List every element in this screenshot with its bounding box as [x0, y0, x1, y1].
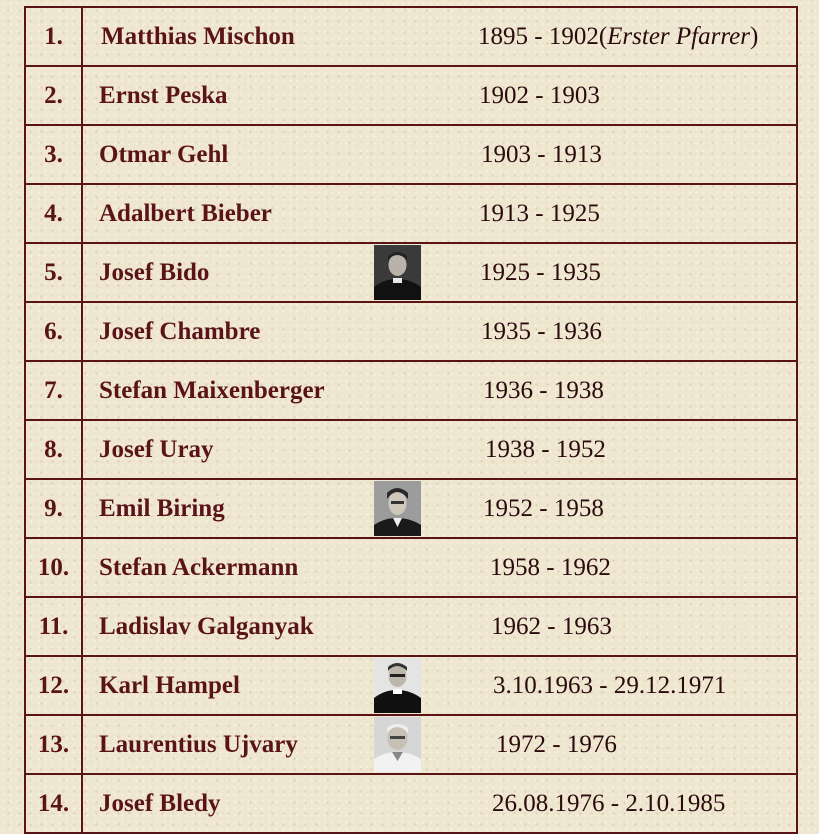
row-number: 4.: [26, 185, 83, 242]
row-number: 13.: [26, 716, 83, 773]
table-row: [24, 67, 798, 126]
row-number: 2.: [26, 67, 83, 124]
priest-name: Adalbert Bieber: [99, 199, 272, 227]
table-row: [24, 657, 798, 716]
tenure-dates: 1972 - 1976: [496, 730, 617, 758]
table-row: [24, 480, 798, 539]
table-row: [24, 716, 798, 775]
note-open: (: [598, 22, 608, 50]
priest-name: Otmar Gehl: [99, 140, 229, 168]
priest-name: Laurentius Ujvary: [99, 730, 298, 758]
priest-name: Ladislav Galganyak: [99, 612, 314, 640]
tenure-dates: 1925 - 1935: [480, 258, 601, 286]
priest-name: Stefan Ackermann: [99, 553, 299, 581]
priest-list-table: [24, 6, 798, 834]
tenure-dates: 1938 - 1952: [485, 435, 606, 463]
row-number: 11.: [26, 598, 83, 655]
table-row: [24, 8, 798, 67]
priest-name: Josef Bledy: [99, 789, 221, 817]
row-number: 14.: [26, 775, 83, 832]
table-row: [24, 303, 798, 362]
portrait-photo: [374, 245, 421, 300]
portrait-photo: [374, 658, 421, 713]
row-number: 5.: [26, 244, 83, 301]
priest-name: Josef Chambre: [99, 317, 261, 345]
row-number: 9.: [26, 480, 83, 537]
priest-name: Stefan Maixenberger: [99, 376, 325, 404]
tenure-dates: 1935 - 1936: [481, 317, 602, 345]
tenure-dates: 1952 - 1958: [483, 494, 604, 522]
table-row: [24, 185, 798, 244]
portrait-photo: [374, 481, 421, 536]
priest-name: Josef Bido: [99, 258, 210, 286]
priest-name: Emil Biring: [99, 494, 225, 522]
tenure-dates: 1903 - 1913: [481, 140, 602, 168]
tenure-dates: 1936 - 1938: [483, 376, 604, 404]
row-number: 10.: [26, 539, 83, 596]
table-row: [24, 421, 798, 480]
row-number: 12.: [26, 657, 83, 714]
tenure-dates: [478, 8, 758, 65]
portrait-photo: [374, 717, 421, 772]
tenure-dates: 26.08.1976 - 2.10.1985: [492, 789, 726, 817]
table-row: [24, 775, 798, 834]
table-row: [24, 539, 798, 598]
priest-name: Ernst Peska: [99, 81, 228, 109]
row-number: 3.: [26, 126, 83, 183]
tenure-dates: 1902 - 1903: [479, 81, 600, 109]
row-number: 1.: [26, 8, 83, 65]
tenure-dates: 1958 - 1962: [490, 553, 611, 581]
priest-name: Josef Uray: [99, 435, 214, 463]
tenure-dates: 3.10.1963 - 29.12.1971: [493, 671, 727, 699]
table-row: [24, 362, 798, 421]
tenure-dates: 1962 - 1963: [491, 612, 612, 640]
tenure-dates: 1913 - 1925: [479, 199, 600, 227]
note-close: ): [749, 22, 759, 50]
row-number: 6.: [26, 303, 83, 360]
table-row: [24, 126, 798, 185]
tenure-years: 1895 - 1902: [478, 22, 599, 50]
row-number: 7.: [26, 362, 83, 419]
table-row: [24, 598, 798, 657]
tenure-note: Erster Pfarrer: [607, 22, 750, 50]
priest-name: Karl Hampel: [99, 671, 240, 699]
table-row: [24, 244, 798, 303]
priest-name: Matthias Mischon: [101, 22, 295, 50]
row-number: 8.: [26, 421, 83, 478]
